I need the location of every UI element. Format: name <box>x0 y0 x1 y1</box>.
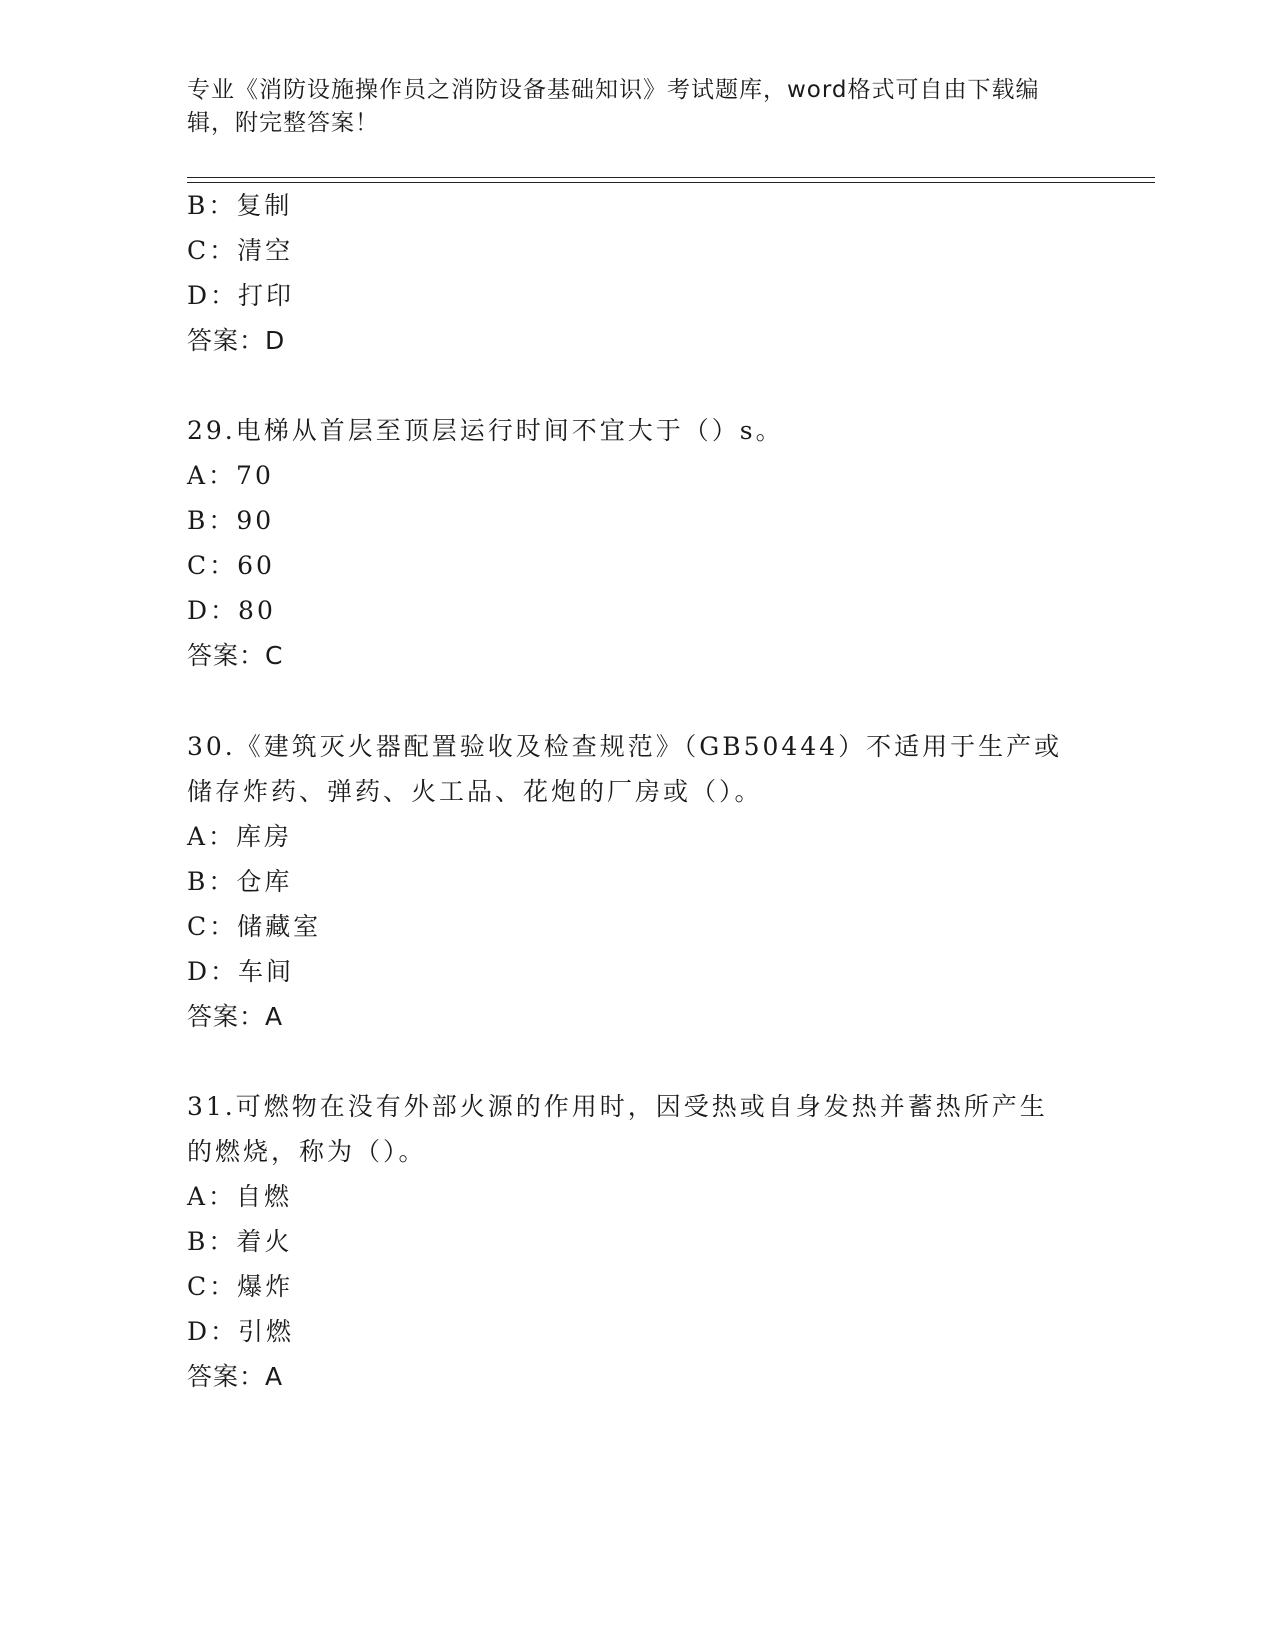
q29-option-a: A：70 <box>187 461 274 490</box>
header-divider-top <box>187 177 1155 178</box>
header-title-line-1: 专业《消防设施操作员之消防设备基础知识》考试题库，word格式可自由下载编 <box>187 77 1040 103</box>
q31-option-d: D：引燃 <box>187 1317 295 1346</box>
q31-option-c: C：爆炸 <box>187 1272 294 1301</box>
q29-question: 29.电梯从首层至顶层运行时间不宜大于（）s。 <box>187 416 784 445</box>
q31-answer: 答案：A <box>187 1362 284 1391</box>
q30-option-c: C：储藏室 <box>187 912 322 941</box>
document-header <box>187 74 1067 140</box>
q28-option-d: D：打印 <box>187 281 295 310</box>
q28-option-b: B：复制 <box>187 191 293 220</box>
q30-answer: 答案：A <box>187 1002 284 1031</box>
q30-option-b: B：仓库 <box>187 867 293 896</box>
header-title-line-2: 辑，附完整答案！ <box>187 110 379 136</box>
q30-option-d: D：车间 <box>187 957 295 986</box>
q31-option-b: B：着火 <box>187 1227 293 1256</box>
q28-option-c: C：清空 <box>187 236 294 265</box>
q29-answer: 答案：C <box>187 641 284 670</box>
q30-question-line-1: 30.《建筑灭火器配置验收及检查规范》（GB50444）不适用于生产或 <box>187 732 1063 761</box>
q31-option-a: A：自燃 <box>187 1182 293 1211</box>
header-divider-bottom <box>187 182 1155 183</box>
q30-question-line-2: 储存炸药、弹药、火工品、花炮的厂房或（）。 <box>187 777 763 806</box>
q31-question-line-2: 的燃烧，称为（）。 <box>187 1137 427 1166</box>
q29-option-d: D：80 <box>187 596 276 625</box>
q29-option-c: C：60 <box>187 551 275 580</box>
q30-option-a: A：库房 <box>187 822 293 851</box>
q28-answer: 答案：D <box>187 326 286 355</box>
q29-option-b: B：90 <box>187 506 275 535</box>
q31-question-line-1: 31.可燃物在没有外部火源的作用时，因受热或自身发热并蓄热所产生 <box>187 1092 1048 1121</box>
